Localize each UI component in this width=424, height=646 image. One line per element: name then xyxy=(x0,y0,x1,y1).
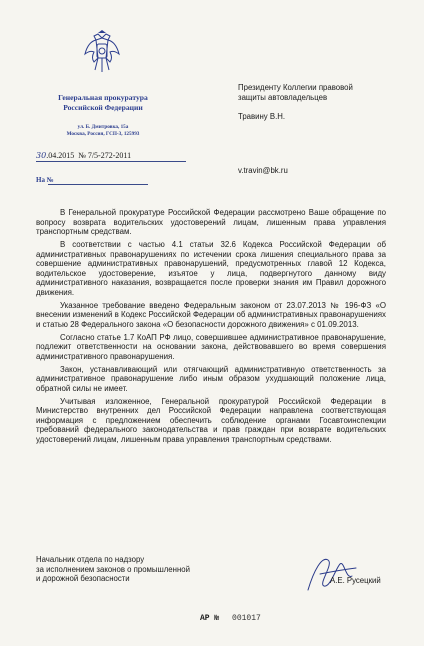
reg-prefix: № xyxy=(78,151,86,160)
organization-name xyxy=(18,93,188,113)
body-paragraph: Указанное требование введено Федеральным законом от 23.07.2013 № 196-ФЗ «О внесении изменений в Кодекс Российской Федерации об административных правонарушениях и статью 28 Федерального закона «О безопасности дорожного движения» с 01.09.2013. xyxy=(36,300,386,329)
date-day-handwritten: 30 xyxy=(36,151,47,160)
body-paragraph: Согласно статье 1.7 КоАП РФ лицо, совершившее административное правонарушение, подлежит ответственности на основании закона, действовавшего во время совершения административного правонарушения. xyxy=(36,332,386,361)
signatory-title xyxy=(36,555,216,584)
reference-line xyxy=(36,176,186,187)
recipient-line1: Президенту Коллегии правовой xyxy=(238,83,353,92)
recipient-block xyxy=(238,83,413,122)
ap-number: 001017 xyxy=(232,614,261,623)
reg-number: 7/5-272-2011 xyxy=(87,151,132,160)
date-rest: .04.2015 xyxy=(46,151,75,160)
form-serial-number xyxy=(200,614,261,623)
organization-address xyxy=(18,124,188,138)
ap-label: АР № xyxy=(200,614,220,623)
na-label: На № xyxy=(36,176,54,184)
recipient-email: v.travin@bk.ru xyxy=(238,166,288,175)
signatory-title-line3: и дорожной безопасности xyxy=(36,574,130,584)
body-paragraph: В Генеральной прокуратуре Российской Федерации рассмотрено Ваше обращение по вопросу возврата водительских удостоверений лицам, лишенным права управления транспортным средствам. xyxy=(36,208,386,237)
date-underline xyxy=(36,161,186,162)
org-name-line2: Российской Федерации xyxy=(63,103,143,112)
letter-body xyxy=(36,208,386,448)
handwritten-signature-icon xyxy=(300,550,360,595)
double-headed-eagle-emblem-icon xyxy=(82,30,122,78)
reference-underline xyxy=(48,184,148,185)
body-paragraph: Закон, устанавливающий или отягчающий административную ответственность за административное правонарушение либо иным образом ухудшающий положение лица, обратной силы не имеет. xyxy=(36,364,386,393)
org-name-line1: Генеральная прокуратура xyxy=(58,93,148,102)
org-address-line2: Москва, Россия, ГСП-3, 125993 xyxy=(66,131,140,137)
date-registration-line xyxy=(36,151,186,162)
org-address-line1: ул. Б. Дмитровка, 15а xyxy=(77,124,129,130)
signatory-title-line1: Начальник отдела по надзору xyxy=(36,555,145,564)
recipient-line2: защиты автовладельцев xyxy=(238,93,328,102)
body-paragraph: В соответствии с частью 4.1 статьи 32.6 Кодекса Российской Федерации об административных правонарушениях по истечении срока лишения специального права за совершение административных правонарушений, предусмотренных главой 12 Кодекса, водительское удостоверение, изъятое у лица, подвергнутого данному виду административного наказания, возвращается после проверки знания им Правил дорожного движения. xyxy=(36,239,386,297)
recipient-name: Травину В.Н. xyxy=(238,112,286,121)
signer-name: А.Е. Русецкий xyxy=(330,576,381,585)
body-paragraph: Учитывая изложенное, Генеральной прокуратурой Российской Федерации в Министерство внутренних дел Российской Федерации направлена соответствующая информация с предложением обеспечить соблюдение органами Госавтоинспекции требований федерального законодательства и прав граждан при возврате водительских удостоверений лицам, лишенным права управления транспортным средствами. xyxy=(36,396,386,444)
signatory-title-line2: за исполнением законов о промышленной xyxy=(36,564,190,574)
